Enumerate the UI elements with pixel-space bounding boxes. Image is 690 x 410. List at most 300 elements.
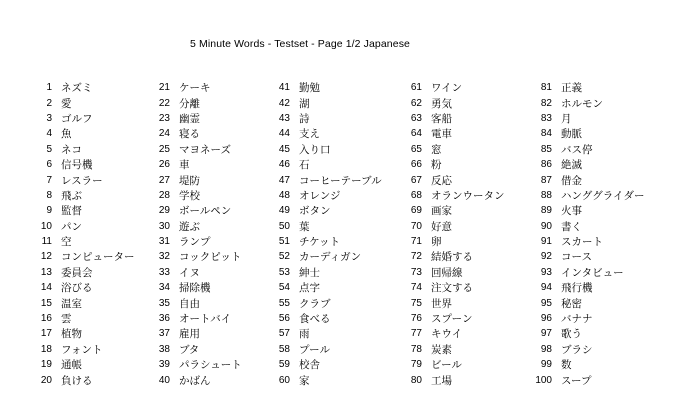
word-number: 69 [410,205,422,217]
word-row [270,172,382,187]
word-number: 59 [278,359,290,371]
word-column-1 [32,80,135,388]
word-number: 29 [158,205,170,217]
word-row [402,249,505,264]
word-row [32,265,135,280]
word-text: キウイ [431,328,463,341]
word-row [532,326,644,341]
word-row [150,342,242,357]
word-text: 動脈 [561,128,582,141]
word-number: 19 [40,359,52,371]
word-row [270,111,382,126]
word-text: 温室 [61,297,82,310]
word-number: 11 [41,236,52,248]
word-text: バス停 [561,143,593,156]
word-row [532,357,644,372]
word-number: 13 [40,266,52,278]
word-number: 51 [278,236,290,248]
word-number: 98 [540,343,552,355]
word-row [402,311,505,326]
word-text: 雇用 [179,328,200,341]
word-text: オランウータン [431,189,505,202]
word-row [150,188,242,203]
word-number: 40 [158,374,170,386]
word-text: クラブ [299,297,331,310]
word-number: 88 [540,189,552,201]
word-number: 10 [40,220,52,232]
word-text: 食べる [299,313,331,326]
word-row [402,234,505,249]
word-number: 85 [540,143,552,155]
word-number: 3 [46,112,52,124]
word-text: 火事 [561,205,582,218]
word-text: 掃除機 [179,282,211,295]
word-number: 23 [158,112,170,124]
word-row [270,219,382,234]
word-number: 73 [410,266,422,278]
word-number: 61 [410,82,422,94]
word-text: 世界 [431,297,452,310]
word-number: 38 [158,343,170,355]
word-number: 24 [158,128,170,140]
word-text: ワイン [431,82,463,95]
word-text: 植物 [61,328,82,341]
word-column-2 [150,80,242,388]
word-row [402,280,505,295]
word-text: ケーキ [179,82,211,95]
word-row [32,126,135,141]
word-number: 82 [540,97,552,109]
word-text: 反応 [431,174,452,187]
word-text: 飛行機 [561,282,593,295]
word-row [402,219,505,234]
word-number: 6 [46,159,52,171]
word-row [32,280,135,295]
word-row [270,342,382,357]
word-number: 5 [46,143,52,155]
word-row [532,372,644,387]
word-text: 空 [61,236,72,249]
word-row [402,172,505,187]
word-number: 66 [410,159,422,171]
word-text: 浴びる [61,282,93,295]
word-number: 94 [540,282,552,294]
word-text: 秘密 [561,297,582,310]
word-number: 26 [158,159,170,171]
word-text: 借金 [561,174,582,187]
word-number: 48 [278,189,290,201]
word-number: 33 [158,266,170,278]
word-number: 12 [40,251,52,263]
word-number: 91 [540,236,552,248]
word-number: 74 [410,282,422,294]
word-row [150,219,242,234]
word-row [150,111,242,126]
word-number: 83 [540,112,552,124]
word-number: 72 [410,251,422,263]
word-text: ランプ [179,236,211,249]
word-text: 工場 [431,374,452,387]
word-text: ブラシ [561,343,593,356]
word-row [402,295,505,310]
word-number: 37 [158,328,170,340]
word-number: 15 [40,297,52,309]
word-number: 42 [278,97,290,109]
word-row [150,265,242,280]
word-row [150,357,242,372]
word-row [532,203,644,218]
word-number: 30 [158,220,170,232]
word-number: 45 [278,143,290,155]
word-text: 注文する [431,282,473,295]
word-row [32,157,135,172]
word-text: 炭素 [431,343,452,356]
word-number: 22 [158,97,170,109]
word-number: 54 [278,282,290,294]
word-text: カーディガン [299,251,362,264]
word-text: 歌う [561,328,582,341]
word-text: 紳士 [299,266,320,279]
word-text: 支え [299,128,320,141]
word-row [32,311,135,326]
word-row [270,126,382,141]
word-row [532,95,644,110]
word-row [270,280,382,295]
word-text: オレンジ [299,189,341,202]
word-text: コース [561,251,592,264]
word-number: 65 [410,143,422,155]
word-row [270,249,382,264]
word-number: 14 [40,282,52,294]
word-text: 監督 [61,205,82,218]
word-number: 95 [540,297,552,309]
word-row [270,188,382,203]
word-number: 2 [46,97,52,109]
word-text: 点字 [299,282,320,295]
word-row [32,95,135,110]
word-row [270,326,382,341]
word-text: 遊ぶ [179,220,200,233]
word-text: 雲 [61,313,72,326]
word-row [402,265,505,280]
word-text: 電車 [431,128,452,141]
word-number: 56 [278,313,290,325]
word-text: ネズミ [61,82,93,95]
word-text: 幽霊 [179,112,200,125]
word-number: 1 [46,82,52,94]
word-number: 84 [540,128,552,140]
word-number: 18 [40,343,52,355]
word-text: 自由 [179,297,200,310]
word-row [32,172,135,187]
word-row [32,111,135,126]
word-text: スープ [561,374,592,387]
word-text: コーヒーテーブル [299,174,382,187]
word-text: 車 [179,159,190,172]
word-number: 89 [540,205,552,217]
word-number: 57 [278,328,290,340]
word-text: ビール [431,359,462,372]
word-row [32,142,135,157]
word-text: ホルモン [561,97,603,110]
word-row [150,203,242,218]
word-text: 通帳 [61,359,82,372]
word-number: 41 [278,82,290,94]
word-row [270,95,382,110]
word-number: 100 [535,374,552,386]
word-row [150,234,242,249]
word-text: 分離 [179,97,200,110]
word-row [402,95,505,110]
word-text: 詩 [299,112,310,125]
word-text: 回帰線 [431,266,463,279]
word-number: 67 [410,174,422,186]
word-row [270,203,382,218]
word-number: 35 [158,297,170,309]
word-text: 客船 [431,112,452,125]
word-row [32,219,135,234]
word-text: レスラー [61,174,103,187]
word-text: 雨 [299,328,310,341]
word-number: 58 [278,343,290,355]
word-text: 書く [561,220,582,233]
word-row [150,249,242,264]
word-number: 44 [278,128,290,140]
word-text: 窓 [431,143,442,156]
word-text: イヌ [179,266,200,279]
word-row [532,249,644,264]
word-number: 87 [540,174,552,186]
word-row [150,280,242,295]
word-number: 62 [410,97,422,109]
word-number: 16 [40,313,52,325]
word-column-4 [402,80,505,388]
word-number: 68 [410,189,422,201]
word-row [270,142,382,157]
word-number: 46 [278,159,290,171]
word-number: 75 [410,297,422,309]
word-row [150,126,242,141]
word-text: インタビュー [561,266,624,279]
word-text: 画家 [431,205,452,218]
word-row [270,80,382,95]
word-number: 76 [410,313,422,325]
word-number: 55 [278,297,290,309]
word-row [532,234,644,249]
word-text: 負ける [61,374,93,387]
word-number: 70 [410,220,422,232]
word-number: 81 [540,82,552,94]
word-row [150,295,242,310]
word-text: コックピット [179,251,242,264]
word-row [270,265,382,280]
word-row [32,80,135,95]
word-row [532,265,644,280]
word-text: ブタ [179,343,200,356]
word-row [402,157,505,172]
word-number: 36 [158,313,170,325]
word-row [270,295,382,310]
word-number: 28 [158,189,170,201]
word-number: 90 [540,220,552,232]
word-number: 86 [540,159,552,171]
word-text: 石 [299,159,310,172]
word-text: 粉 [431,159,442,172]
word-row [32,372,135,387]
word-row [32,357,135,372]
word-number: 47 [278,174,290,186]
word-text: 委員会 [61,266,93,279]
word-row [402,203,505,218]
word-number: 53 [278,266,290,278]
word-row [532,80,644,95]
word-row [32,326,135,341]
word-text: かばん [179,374,211,387]
word-row [402,372,505,387]
word-number: 93 [540,266,552,278]
word-row [150,311,242,326]
word-text: 寝る [179,128,200,141]
word-text: 入り口 [299,143,331,156]
word-number: 20 [40,374,52,386]
word-text: 湖 [299,97,310,110]
word-number: 27 [158,174,170,186]
word-text: 校舎 [299,359,320,372]
word-text: スプーン [431,313,473,326]
word-text: 堤防 [179,174,200,187]
word-number: 32 [158,251,170,263]
word-row [532,126,644,141]
word-number: 99 [540,359,552,371]
word-number: 80 [410,374,422,386]
word-text: 葉 [299,220,310,233]
word-text: 結婚する [431,251,473,264]
word-number: 79 [410,359,422,371]
word-number: 4 [46,128,52,140]
word-row [532,280,644,295]
word-text: 正義 [561,82,582,95]
word-text: バナナ [561,313,593,326]
word-row [402,111,505,126]
word-number: 8 [46,189,52,201]
word-text: 愛 [61,97,72,110]
word-number: 43 [278,112,290,124]
word-row [532,219,644,234]
word-row [402,80,505,95]
word-row [270,157,382,172]
word-text: 学校 [179,189,200,202]
word-row [150,95,242,110]
word-number: 92 [540,251,552,263]
word-number: 9 [46,205,52,217]
word-text: 勇気 [431,97,452,110]
word-row [532,295,644,310]
word-number: 63 [410,112,422,124]
word-row [402,142,505,157]
page-title: 5 Minute Words - Testset - Page 1/2 Japanese [190,38,410,50]
word-row [270,311,382,326]
word-text: ボールペン [179,205,232,218]
word-row [270,372,382,387]
word-text: フォント [61,343,103,356]
word-text: 家 [299,374,310,387]
word-text: 卵 [431,236,442,249]
word-text: 月 [561,112,572,125]
word-text: オートバイ [179,313,232,326]
word-row [532,142,644,157]
word-row [32,295,135,310]
word-text: コンピューター [61,251,135,264]
word-text: 好意 [431,220,452,233]
word-row [150,172,242,187]
word-text: ボタン [299,205,331,218]
word-column-3 [270,80,382,388]
word-row [402,188,505,203]
word-text: 数 [561,359,572,372]
word-number: 97 [540,328,552,340]
word-number: 34 [158,282,170,294]
word-number: 78 [410,343,422,355]
word-row [32,188,135,203]
word-row [32,342,135,357]
word-column-5 [532,80,644,388]
word-number: 39 [158,359,170,371]
word-number: 60 [278,374,290,386]
word-row [32,234,135,249]
word-text: ハンググライダー [561,189,645,202]
word-row [402,326,505,341]
word-row [532,111,644,126]
word-text: ネコ [61,143,82,156]
word-number: 31 [158,236,170,248]
word-number: 71 [410,236,422,248]
word-number: 96 [540,313,552,325]
word-number: 77 [410,328,422,340]
word-row [532,311,644,326]
word-text: マヨネーズ [179,143,231,156]
word-text: パラシュート [179,359,242,372]
word-row [402,357,505,372]
word-row [32,249,135,264]
word-row [150,80,242,95]
word-text: 絶滅 [561,159,582,172]
word-number: 25 [158,143,170,155]
word-number: 50 [278,220,290,232]
word-row [532,157,644,172]
word-number: 49 [278,205,290,217]
word-number: 21 [158,82,170,94]
word-text: 信号機 [61,159,93,172]
word-row [150,372,242,387]
word-number: 17 [40,328,52,340]
word-text: 魚 [61,128,72,141]
word-number: 64 [410,128,422,140]
word-row [150,157,242,172]
word-row [32,203,135,218]
word-text: プール [299,343,330,356]
word-row [150,142,242,157]
word-text: チケット [299,236,341,249]
word-text: ゴルフ [61,112,93,125]
word-row [402,126,505,141]
word-row [270,357,382,372]
word-row [150,326,242,341]
word-number: 7 [46,174,52,186]
word-text: 勤勉 [299,82,320,95]
word-row [402,342,505,357]
word-row [532,188,644,203]
word-number: 52 [278,251,290,263]
